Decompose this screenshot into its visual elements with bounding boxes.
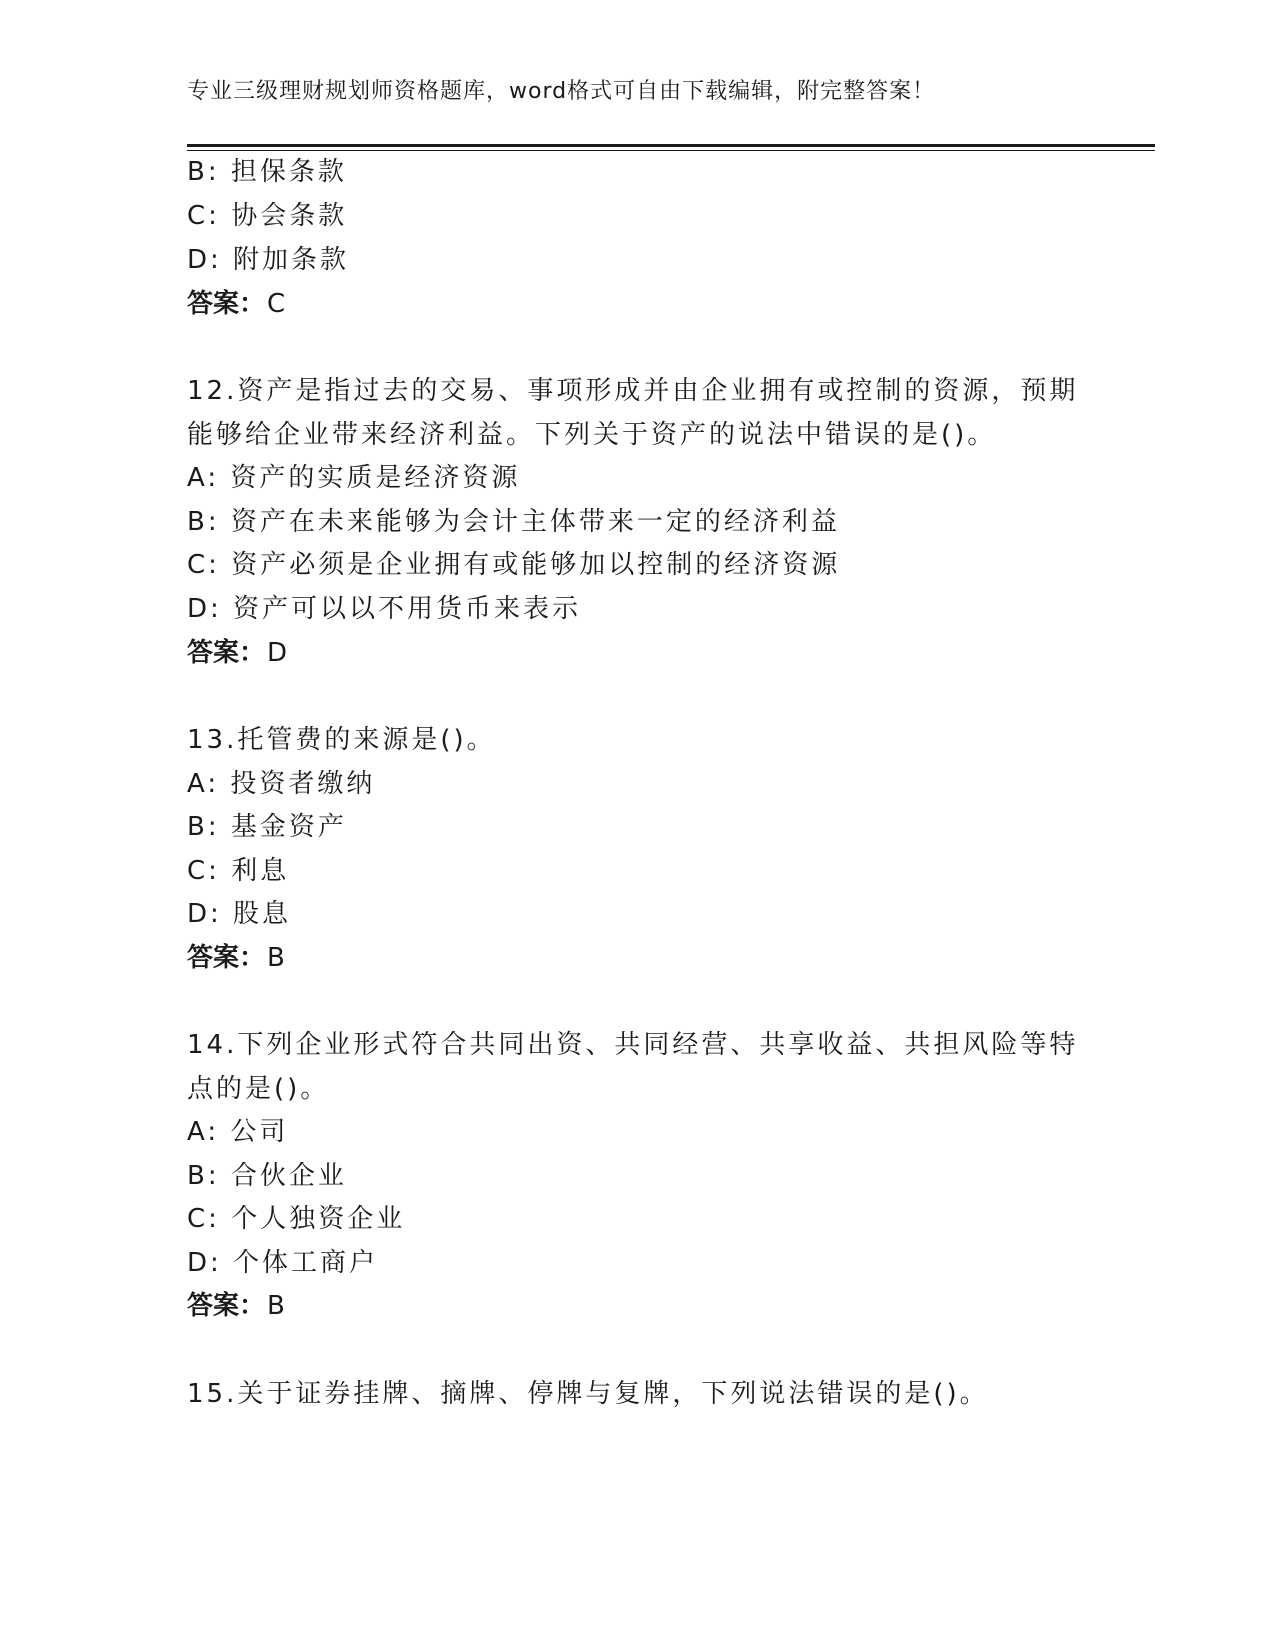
q13-option-a (187, 771, 375, 797)
answer-label: 答案： (187, 943, 266, 973)
option-text: 个体工商户 (233, 1248, 379, 1278)
option-letter: C: (187, 1204, 220, 1234)
option-text: 公司 (230, 1117, 289, 1147)
option-text: 担保条款 (230, 157, 347, 187)
q11-option-b (187, 159, 347, 185)
option-letter: A: (187, 769, 220, 799)
q14-option-d (187, 1250, 378, 1276)
q12-option-d (187, 596, 581, 622)
option-letter: B: (187, 157, 220, 187)
answer-value: C (267, 289, 286, 319)
answer-label: 答案： (187, 289, 266, 319)
header-divider-thin (187, 150, 1155, 151)
q15-stem-line-1: 15.关于证券挂牌、摘牌、停牌与复牌，下列说法错误的是()。 (187, 1379, 989, 1409)
answer-value: D (267, 638, 288, 668)
option-letter: D: (187, 245, 222, 275)
q12-stem-line-1: 12.资产是指过去的交易、事项形成并由企业拥有或控制的资源，预期 (187, 376, 1079, 406)
q12-option-a (187, 465, 520, 491)
q11-option-d (187, 247, 349, 273)
q11-answer (187, 291, 285, 317)
q13-option-b (187, 814, 347, 840)
q12-stem-line-2: 能够给企业带来经济利益。下列关于资产的说法中错误的是()。 (187, 420, 997, 450)
q14-option-c (187, 1206, 405, 1232)
option-letter: C: (187, 856, 220, 886)
option-text: 基金资产 (230, 812, 347, 842)
q12-option-b (187, 509, 840, 535)
option-text: 协会条款 (231, 201, 348, 231)
q13-option-c (187, 858, 289, 884)
q14-stem-line-2: 点的是()。 (187, 1074, 330, 1104)
option-text: 附加条款 (233, 245, 350, 275)
q14-answer (187, 1293, 285, 1319)
option-letter: A: (187, 463, 220, 493)
answer-label: 答案： (187, 638, 266, 668)
header-divider-thick (187, 144, 1155, 147)
option-letter: D: (187, 1248, 222, 1278)
q13-stem-line-1: 13.托管费的来源是()。 (187, 725, 496, 755)
option-letter: C: (187, 201, 220, 231)
option-text: 资产的实质是经济资源 (230, 463, 521, 493)
q14-option-a (187, 1119, 288, 1145)
option-letter: D: (187, 899, 222, 929)
option-letter: B: (187, 1161, 220, 1191)
option-letter: D: (187, 594, 222, 624)
option-text: 个人独资企业 (231, 1204, 406, 1234)
q11-option-c (187, 203, 347, 229)
option-text: 合伙企业 (230, 1161, 347, 1191)
option-text: 资产必须是企业拥有或能够加以控制的经济资源 (231, 550, 841, 580)
q13-answer (187, 945, 285, 971)
option-text: 资产可以以不用货币来表示 (233, 594, 582, 624)
option-letter: A: (187, 1117, 220, 1147)
page-header: 专业三级理财规划师资格题库，word格式可自由下载编辑，附完整答案！ (187, 79, 936, 104)
q14-option-b (187, 1163, 347, 1189)
option-text: 利息 (231, 856, 290, 886)
answer-value: B (267, 943, 285, 973)
option-text: 资产在未来能够为会计主体带来一定的经济利益 (230, 507, 840, 537)
option-letter: C: (187, 550, 220, 580)
answer-label: 答案： (187, 1291, 266, 1321)
q13-option-d (187, 901, 291, 927)
answer-value: B (267, 1291, 285, 1321)
q14-stem-line-1: 14.下列企业形式符合共同出资、共同经营、共享收益、共担风险等特 (187, 1030, 1079, 1060)
option-text: 投资者缴纳 (230, 769, 376, 799)
q12-option-c (187, 552, 840, 578)
option-text: 股息 (233, 899, 292, 929)
option-letter: B: (187, 507, 220, 537)
q12-answer (187, 640, 287, 666)
option-letter: B: (187, 812, 220, 842)
